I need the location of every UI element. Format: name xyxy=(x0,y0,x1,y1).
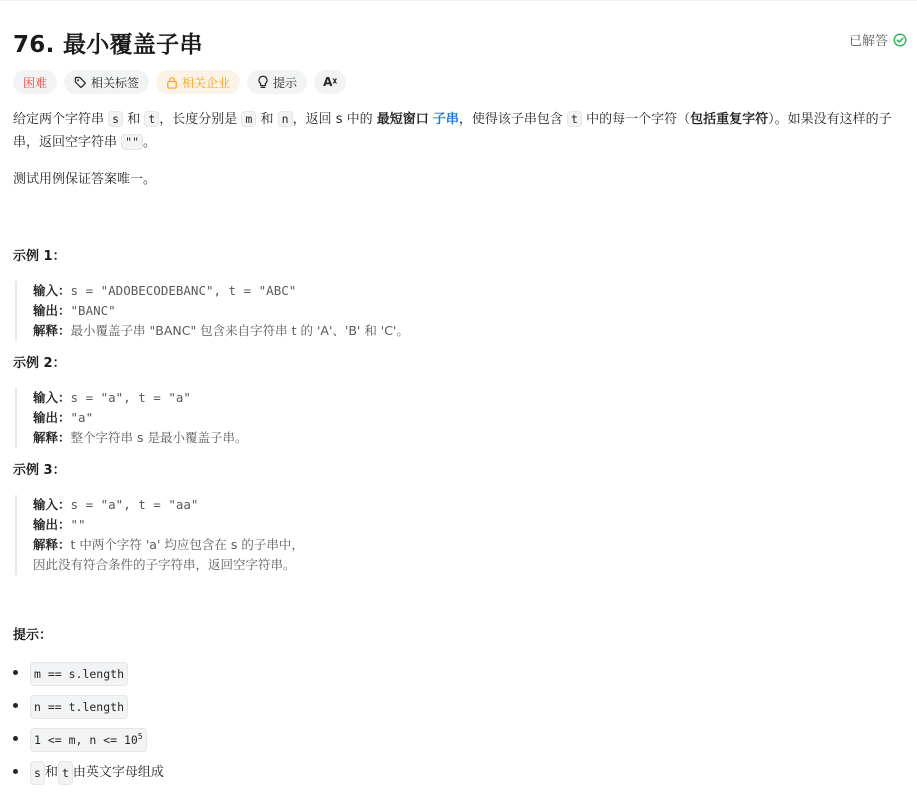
code-t: t xyxy=(567,111,582,127)
output-label: 输出： xyxy=(33,517,71,532)
exponent: 5 xyxy=(137,731,143,741)
example-1-heading: 示例 1： xyxy=(13,249,66,264)
example-input: s = "a", t = "a" xyxy=(70,390,191,405)
hint-label: 提示 xyxy=(273,75,298,90)
constraint-item xyxy=(13,756,908,789)
font-toggle-button[interactable] xyxy=(314,70,346,94)
code-n: n xyxy=(278,111,293,127)
check-circle-icon xyxy=(893,33,907,47)
difficulty-label: 困难 xyxy=(23,75,48,90)
text: ，长度分别是 xyxy=(159,112,242,127)
text: 给定两个字符串 xyxy=(13,112,109,127)
example-explanation: 整个字符串 s 是最小覆盖子串。 xyxy=(70,430,248,445)
example-explanation-cont: 因此没有符合条件的子字符串，返回空字符串。 xyxy=(33,557,296,572)
description-paragraph xyxy=(13,108,908,154)
code-m: m xyxy=(241,111,256,127)
substring-link[interactable]: 子串 xyxy=(432,112,459,127)
text: 和 xyxy=(256,112,278,127)
code-t: t xyxy=(144,111,159,127)
solved-status-label: 已解答 xyxy=(848,34,888,49)
solved-status xyxy=(849,30,907,49)
example-input: s = "a", t = "aa" xyxy=(70,497,199,512)
example-3-heading: 示例 3： xyxy=(13,463,66,478)
explain-label: 解释： xyxy=(33,537,71,552)
constraint-code: n == t.length xyxy=(30,695,128,719)
constraint-code: s xyxy=(30,761,45,785)
constraint-code: t xyxy=(58,761,73,785)
code-s: s xyxy=(108,111,123,127)
text: ，返回 s 中的 xyxy=(292,112,377,127)
translate-icon: Aᵡ xyxy=(323,75,338,89)
text: 中的每一个字符（ xyxy=(581,112,691,127)
constraint-range: 1 <= m, n <= 10 xyxy=(34,732,138,747)
example-2-block xyxy=(15,388,908,448)
lock-icon xyxy=(166,76,178,89)
constraint-item xyxy=(13,690,908,723)
related-companies-label: 相关企业 xyxy=(182,75,231,90)
text: 和 xyxy=(123,112,145,127)
example-explanation: t 中两个字符 'a' 均应包含在 s 的子串中， xyxy=(70,537,304,552)
text: 和 xyxy=(44,764,58,780)
explain-label: 解释： xyxy=(33,323,71,338)
example-explanation: 最小覆盖子串 "BANC" 包含来自字符串 t 的 'A'、'B' 和 'C'。 xyxy=(70,323,409,338)
lightbulb-icon xyxy=(257,75,269,89)
problem-title: 76. 最小覆盖子串 xyxy=(13,32,203,58)
text: 。 xyxy=(143,135,157,150)
constraints-heading: 提示： xyxy=(13,628,53,643)
bold-shortest-window: 最短窗口 xyxy=(376,112,429,127)
constraint-item xyxy=(13,723,908,756)
code-empty-string: "" xyxy=(121,134,143,150)
text: ）。如果没有这样的子串，返回空字符串 xyxy=(13,112,892,150)
tag-icon xyxy=(74,76,87,89)
example-output: "BANC" xyxy=(70,303,116,318)
bold-include-duplicates: 包括重复字符 xyxy=(690,112,769,127)
related-tags-button[interactable] xyxy=(64,70,149,94)
difficulty-badge xyxy=(13,70,57,94)
explain-label: 解释： xyxy=(33,430,71,445)
related-companies-button[interactable] xyxy=(156,70,240,94)
input-label: 输入： xyxy=(33,283,71,298)
text: 由英文字母组成 xyxy=(72,764,164,780)
example-2-heading: 示例 2： xyxy=(13,356,66,371)
example-1-block xyxy=(15,281,908,341)
output-label: 输出： xyxy=(33,303,71,318)
example-output: "" xyxy=(70,517,86,532)
example-input: s = "ADOBECODEBANC", t = "ABC" xyxy=(70,283,297,298)
example-3-block xyxy=(15,495,908,575)
related-tags-label: 相关标签 xyxy=(91,75,140,90)
input-label: 输入： xyxy=(33,497,71,512)
input-label: 输入： xyxy=(33,390,71,405)
problem-description xyxy=(13,108,908,789)
uniqueness-note: 测试用例保证答案唯一。 xyxy=(13,172,157,187)
tag-bar xyxy=(13,70,346,94)
constraint-code xyxy=(30,728,147,752)
constraint-item xyxy=(13,657,908,690)
constraint-code: m == s.length xyxy=(30,662,128,686)
constraints-list xyxy=(13,657,908,789)
hint-button[interactable] xyxy=(247,70,307,94)
text: ，使得该子串包含 xyxy=(458,112,568,127)
output-label: 输出： xyxy=(33,410,71,425)
top-divider xyxy=(0,0,917,1)
example-output: "a" xyxy=(70,410,94,425)
